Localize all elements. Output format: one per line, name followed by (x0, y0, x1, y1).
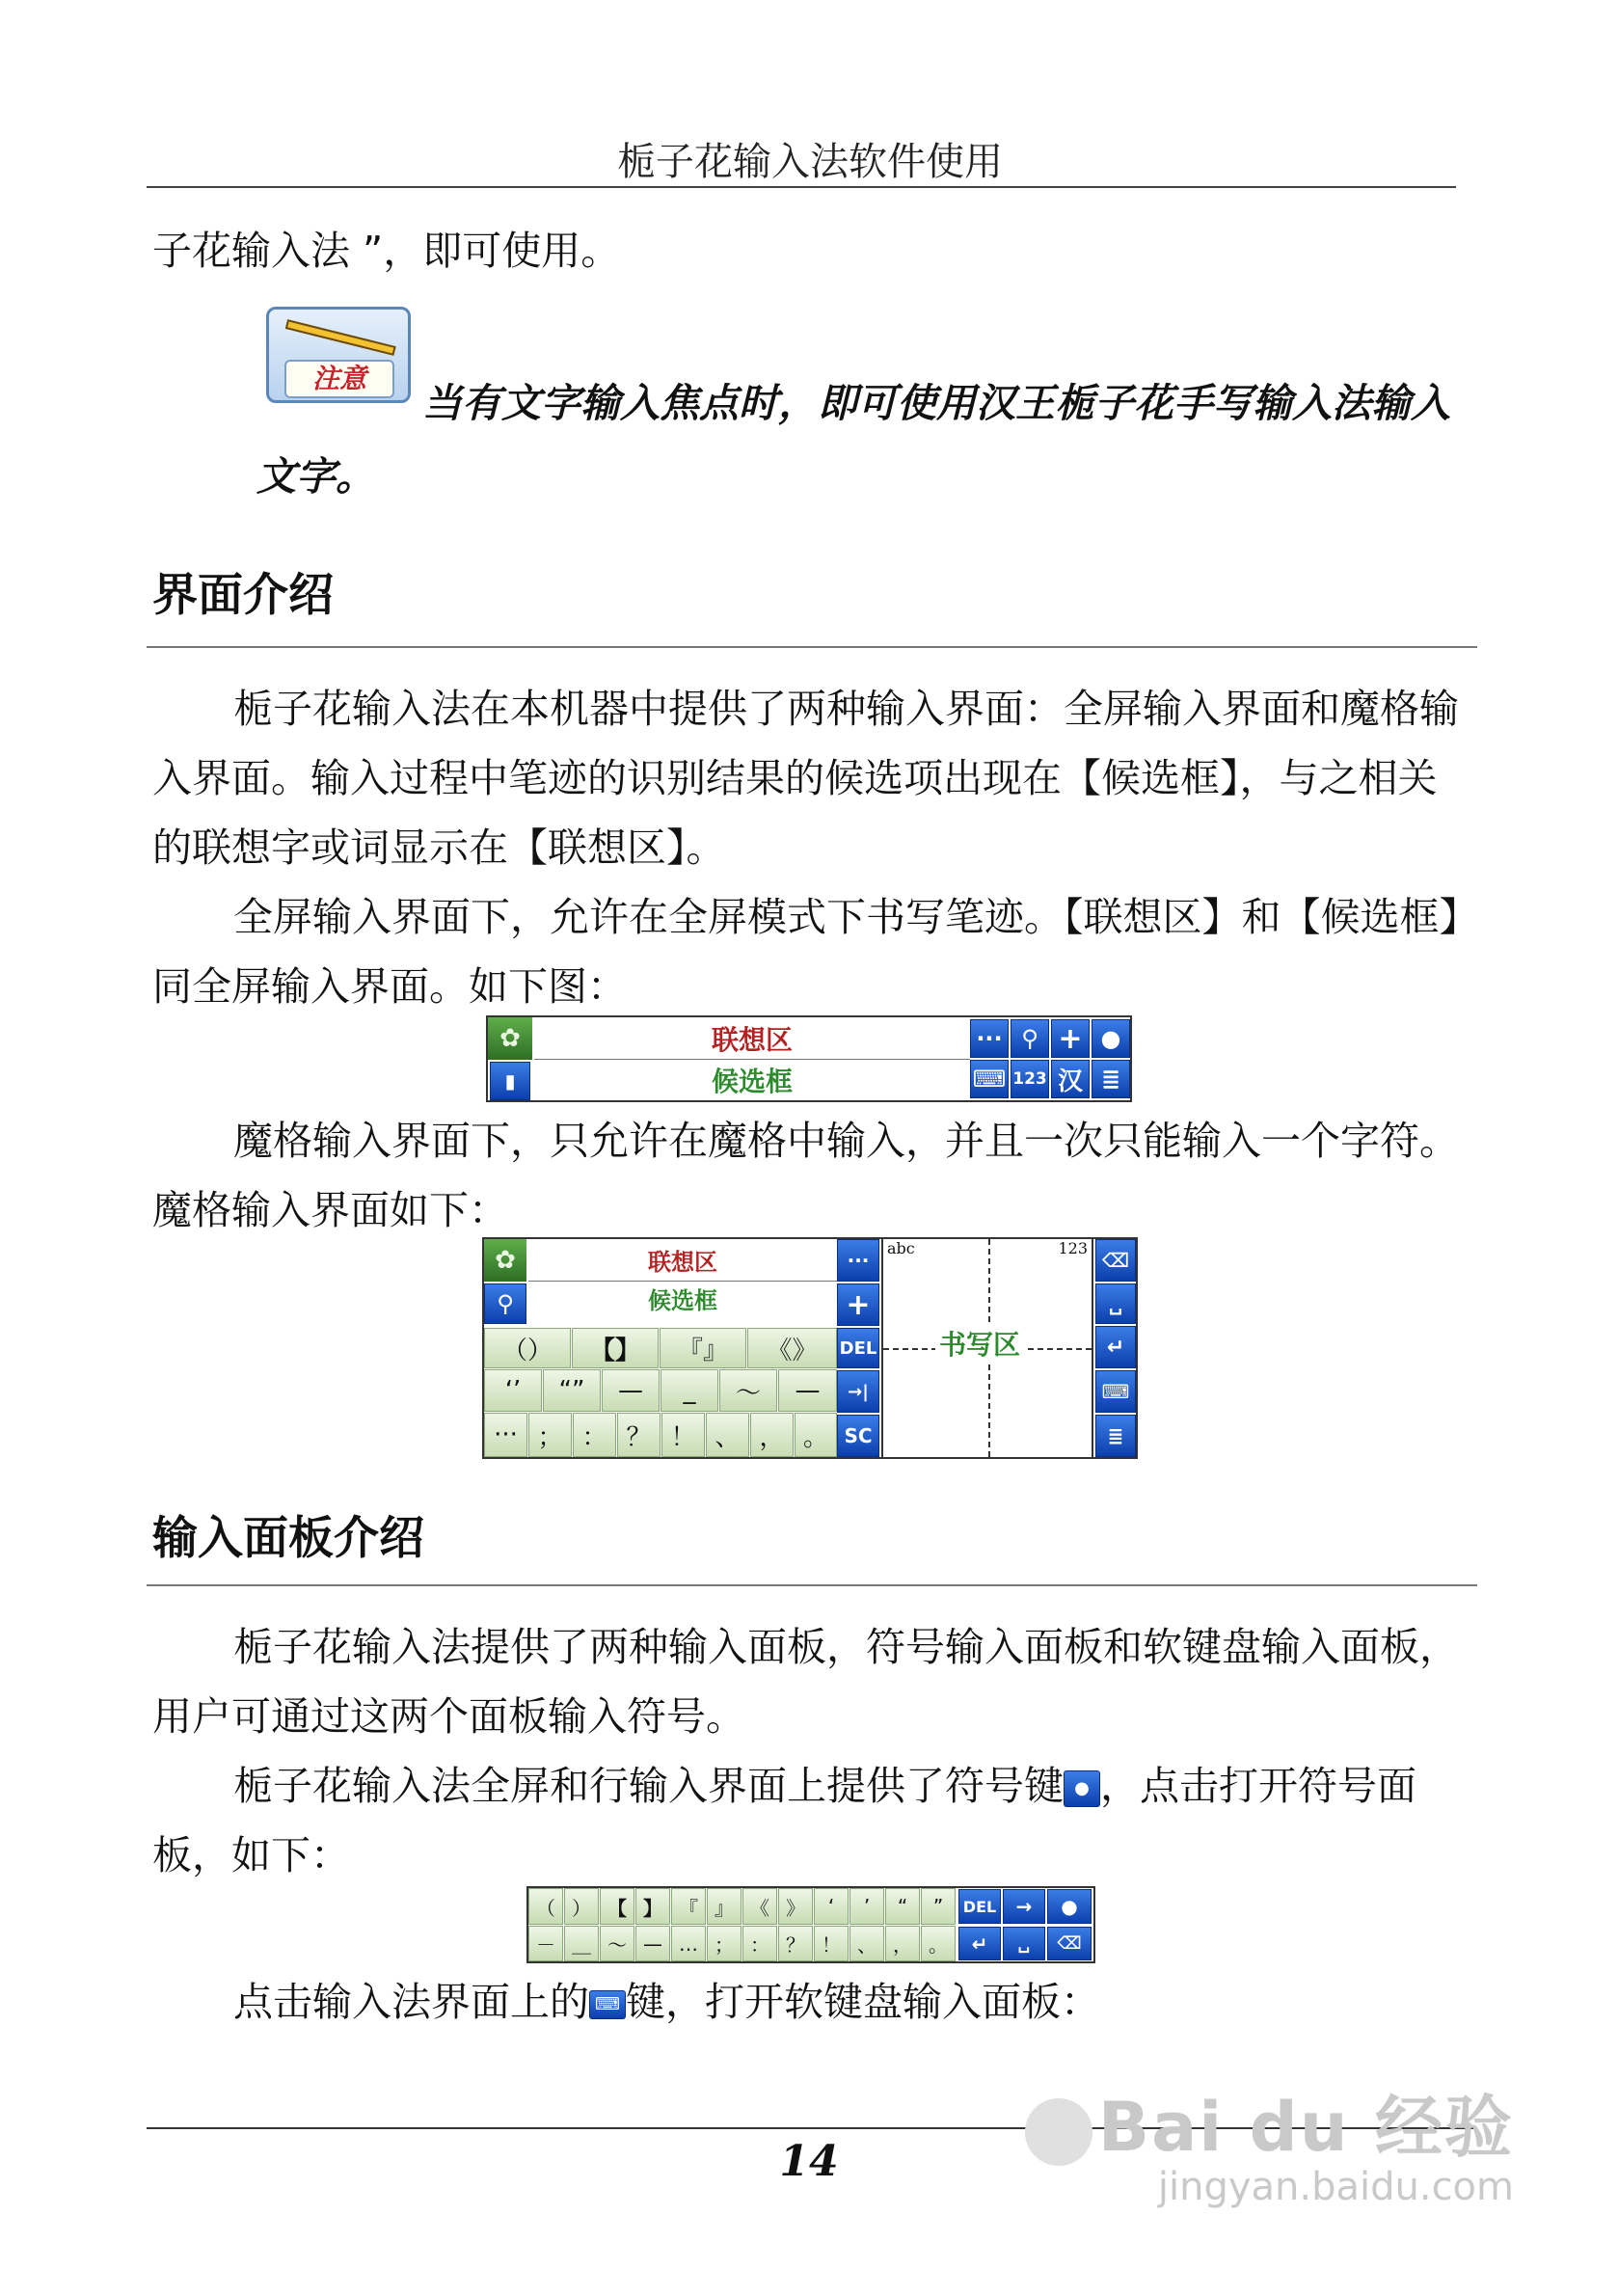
flower-logo-icon: ✿ (488, 1017, 532, 1060)
pencil-icon (285, 319, 396, 356)
paragraph: 魔格输入界面下，只允许在魔格中输入，并且一次只能输入一个字符。魔格输入界面如下： (152, 1118, 1459, 1233)
symbol-key[interactable]: ” (921, 1888, 956, 1925)
running-header: 栀子花输入法软件使用 (617, 140, 1003, 184)
handwriting-area[interactable] (881, 1239, 1093, 1457)
association-area[interactable]: 联想区 (534, 1017, 970, 1060)
tab-button[interactable]: →| (837, 1370, 879, 1413)
more-button[interactable]: ··· (970, 1019, 1009, 1058)
paragraph-text: 键，打开软键盘输入面板： (626, 1979, 1100, 2025)
symbol-key[interactable]: ～ (600, 1926, 634, 1961)
symbol-key[interactable]: 、 (706, 1413, 749, 1457)
paragraph-text: ，点击打开符号面板，如下： (152, 1763, 1416, 1878)
number-mode-button[interactable]: 123 (1011, 1060, 1049, 1098)
section-rule (147, 1584, 1477, 1586)
baidu-watermark (1025, 2073, 1514, 2209)
symbol-key[interactable]: 《 (742, 1888, 777, 1925)
backspace-icon[interactable]: ⌫ (1047, 1927, 1092, 1960)
symbol-key[interactable]: ？ (778, 1926, 813, 1961)
space-icon[interactable]: ␣ (1003, 1927, 1045, 1960)
symbol-key[interactable]: ’ (849, 1888, 884, 1925)
symbol-key[interactable]: 『 (671, 1888, 706, 1925)
symbol-key[interactable]: ‘ (814, 1888, 849, 1925)
symbol-key[interactable]: “” (543, 1369, 601, 1412)
handwriting-area-label: 书写区 (935, 1324, 1024, 1363)
more-button[interactable]: ··· (837, 1239, 879, 1282)
symbol-key[interactable]: 【】 (572, 1328, 659, 1368)
keyboard-icon[interactable]: ⌨ (970, 1060, 1009, 1098)
symbol-key[interactable]: ； (528, 1413, 572, 1457)
watermark-brand (1025, 2073, 1514, 2171)
candidate-box[interactable]: 候选框 (648, 1286, 717, 1314)
paragraph: 栀子花输入法在本机器中提供了两种输入界面：全屏输入界面和魔格输入界面。输入过程中笔迹的识别结果的候选项出现在【候选框】，与之相关的联想字或词显示在【联想区】。 (152, 686, 1459, 871)
symbol-key-icon[interactable]: ● (1092, 1019, 1130, 1058)
symbol-key[interactable]: （ (528, 1888, 563, 1925)
symbol-key[interactable]: 。 (921, 1926, 956, 1961)
symbol-key[interactable]: 。 (795, 1413, 837, 1457)
symbol-key[interactable]: 】 (635, 1888, 670, 1925)
space-icon[interactable]: ␣ (1095, 1283, 1136, 1324)
paragraph-text: 栀子花输入法全屏和行输入界面上提供了符号键 (233, 1763, 1064, 1809)
menu-icon[interactable]: ≣ (1092, 1060, 1130, 1098)
symbol-key[interactable]: ， (885, 1926, 920, 1961)
symbol-key[interactable]: ？ (617, 1413, 661, 1457)
flower-logo-icon: ✿ (484, 1239, 526, 1282)
symbol-key[interactable]: ； (707, 1926, 742, 1961)
symbol-key[interactable]: … (671, 1926, 706, 1961)
symbol-key[interactable]: “ (885, 1888, 920, 1925)
grid-input-interface (482, 1237, 1138, 1459)
symbol-key[interactable]: （） (484, 1328, 571, 1368)
fullscreen-input-bar (486, 1015, 1132, 1102)
paw-icon (1025, 2098, 1092, 2166)
symbol-key[interactable]: — (635, 1926, 670, 1961)
symbol-key[interactable]: 』 (707, 1888, 742, 1925)
paragraph (152, 1967, 1473, 2037)
symbol-key-icon: ● (1064, 1770, 1100, 1807)
candidate-box[interactable]: 候选框 (711, 1066, 793, 1097)
symbol-key[interactable]: 》 (778, 1888, 813, 1925)
symbol-key[interactable]: — (602, 1369, 660, 1412)
hw-mode-123: 123 (1058, 1239, 1088, 1257)
symbol-key[interactable]: － (528, 1926, 563, 1961)
symbol-key[interactable]: ： (573, 1413, 616, 1457)
tab-button[interactable]: → (1003, 1889, 1045, 1924)
symbol-key[interactable]: ， (750, 1413, 794, 1457)
section-rule (147, 646, 1477, 648)
symbol-key-icon[interactable]: ● (1047, 1889, 1092, 1924)
backspace-icon[interactable]: ⌫ (1095, 1239, 1136, 1282)
section-title-interface: 界面介绍 (152, 569, 334, 622)
symbol-key[interactable]: ～ (719, 1369, 777, 1412)
symbol-key[interactable]: ··· (484, 1413, 527, 1457)
symbol-key[interactable]: ： (742, 1926, 777, 1961)
search-icon[interactable]: ⚲ (484, 1283, 526, 1324)
panel-toggle-icon[interactable]: ▮ (490, 1062, 530, 1100)
enter-icon[interactable]: ↵ (958, 1927, 1001, 1960)
note-icon-label: 注意 (284, 360, 394, 398)
hw-mode-abc: abc (887, 1239, 915, 1257)
search-icon[interactable]: ⚲ (1011, 1019, 1049, 1058)
symbol-key[interactable]: ！ (661, 1413, 705, 1457)
association-area[interactable]: 联想区 (528, 1239, 837, 1282)
chinese-mode-button[interactable]: 汉 (1051, 1060, 1090, 1098)
enter-icon[interactable]: ↵ (1095, 1326, 1136, 1368)
symbol-key[interactable]: ） (564, 1888, 599, 1925)
symbol-key[interactable]: 、 (849, 1926, 884, 1961)
symbol-key[interactable]: 『』 (660, 1328, 746, 1368)
symbol-key[interactable]: — (778, 1369, 837, 1412)
section-title-input-panel: 输入面板介绍 (152, 1512, 424, 1565)
paragraph: 全屏输入界面下，允许在全屏模式下书写笔迹。【联想区】和【候选框】同全屏输入界面。如下图： (152, 894, 1459, 1010)
delete-button[interactable]: DEL (837, 1328, 879, 1368)
delete-button[interactable]: DEL (958, 1889, 1001, 1924)
symbol-key[interactable]: ‘’ (484, 1369, 542, 1412)
watermark-brand-text: Bai du 经验 (1097, 2088, 1514, 2167)
add-button[interactable]: + (837, 1283, 879, 1326)
sc-button[interactable]: SC (837, 1415, 879, 1457)
symbol-key[interactable]: 【 (600, 1888, 634, 1925)
add-button[interactable]: + (1051, 1019, 1090, 1058)
paragraph (152, 1751, 1473, 1890)
paragraph: 栀子花输入法提供了两种输入面板，符号输入面板和软键盘输入面板，用户可通过这两个面板输入符号。 (152, 1624, 1459, 1740)
page-number: 14 (779, 2137, 839, 2186)
menu-icon[interactable]: ≣ (1095, 1415, 1136, 1457)
header-rule (147, 186, 1456, 188)
symbol-key[interactable]: _ (661, 1369, 718, 1412)
note-text: 当有文字输入焦点时，即可使用汉王栀子花手写输入法输入文字。 (256, 380, 1450, 500)
keyboard-icon[interactable]: ⌨ (1095, 1370, 1136, 1413)
symbol-key[interactable]: ＿ (564, 1926, 599, 1961)
symbol-key[interactable]: ！ (814, 1926, 849, 1961)
symbol-input-panel (526, 1886, 1095, 1963)
keyboard-icon: ⌨ (589, 1990, 626, 2019)
paragraph-text: 点击输入法界面上的 (233, 1979, 589, 2025)
watermark-url: jingyan.baidu.com (1157, 2165, 1514, 2209)
intro-line: 子花输入法 ”，即可使用。 (152, 228, 621, 274)
symbol-key[interactable]: 《》 (747, 1328, 837, 1368)
